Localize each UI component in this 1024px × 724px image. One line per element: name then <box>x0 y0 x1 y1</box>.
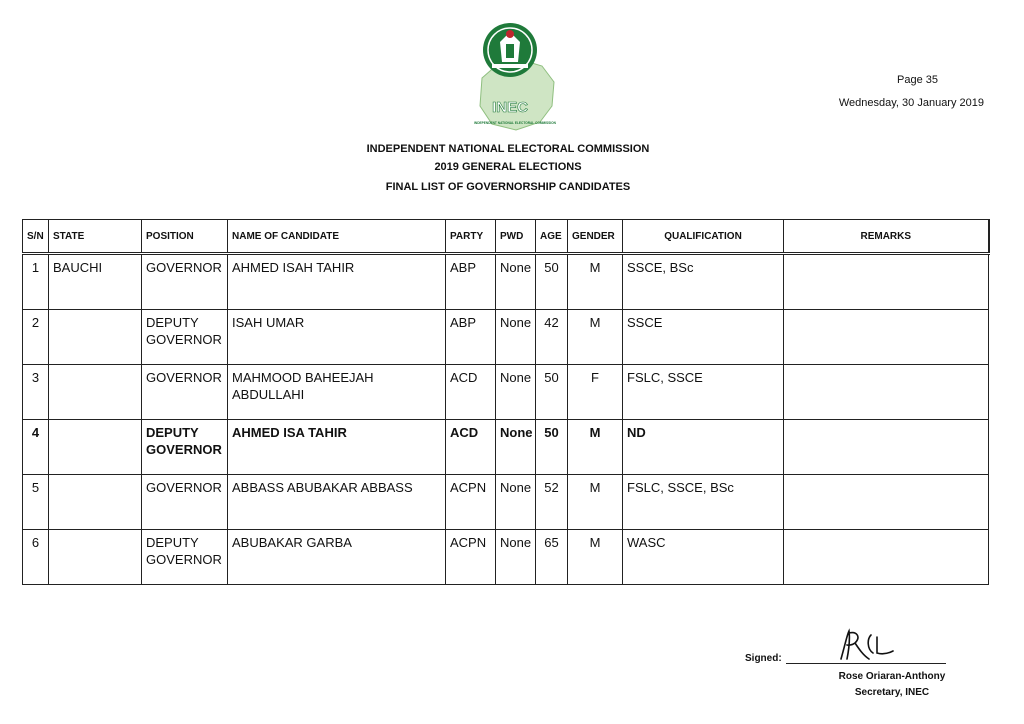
cell-name: ABBASS ABUBAKAR ABBASS <box>228 475 446 530</box>
cell-pwd: None <box>496 254 536 310</box>
candidates-table <box>22 219 990 585</box>
cell-qualification: FSLC, SSCE <box>623 365 784 420</box>
cell-position: DEPUTY GOVERNOR <box>142 310 228 365</box>
signed-label: Signed: <box>745 653 782 664</box>
cell-age: 50 <box>536 365 568 420</box>
cell-gender: M <box>568 310 623 365</box>
signer-title: Secretary, INEC <box>854 687 930 698</box>
cell-gender: M <box>568 530 623 585</box>
cell-position: GOVERNOR <box>142 475 228 530</box>
cell-pwd: None <box>496 530 536 585</box>
cell-remarks <box>784 310 989 365</box>
cell-position: DEPUTY GOVERNOR <box>142 530 228 585</box>
heading-list-title: FINAL LIST OF GOVERNORSHIP CANDIDATES <box>385 181 631 193</box>
cell-sn: 3 <box>23 365 49 420</box>
cell-remarks <box>784 420 989 475</box>
cell-state <box>49 420 142 475</box>
cell-position: GOVERNOR <box>142 365 228 420</box>
cell-age: 65 <box>536 530 568 585</box>
cell-state <box>49 475 142 530</box>
cell-sn: 5 <box>23 475 49 530</box>
cell-pwd: None <box>496 365 536 420</box>
cell-name: AHMED ISAH TAHIR <box>228 254 446 310</box>
cell-pwd: None <box>496 420 536 475</box>
inec-logo <box>470 20 560 140</box>
col-header-party: PARTY <box>446 220 496 254</box>
page-number: Page 35 <box>897 74 938 86</box>
cell-sn: 4 <box>23 420 49 475</box>
cell-qualification: WASC <box>623 530 784 585</box>
cell-qualification: SSCE <box>623 310 784 365</box>
cell-party: ACPN <box>446 475 496 530</box>
cell-state <box>49 365 142 420</box>
cell-age: 50 <box>536 254 568 310</box>
col-header-qualification: QUALIFICATION <box>623 220 784 254</box>
col-header-position: POSITION <box>142 220 228 254</box>
cell-age: 42 <box>536 310 568 365</box>
table-header-row <box>23 220 989 254</box>
table-row <box>23 310 989 365</box>
col-header-sn: S/N <box>23 220 49 254</box>
cell-party: ACPN <box>446 530 496 585</box>
heading-elections: 2019 GENERAL ELECTIONS <box>434 161 582 173</box>
cell-party: ABP <box>446 310 496 365</box>
cell-sn: 6 <box>23 530 49 585</box>
signature-line <box>786 663 946 664</box>
cell-qualification: FSLC, SSCE, BSc <box>623 475 784 530</box>
logo-subtext: INDEPENDENT NATIONAL ELECTORAL COMMISSION <box>474 121 556 125</box>
logo-text: INEC <box>492 99 528 116</box>
cell-gender: F <box>568 365 623 420</box>
cell-sn: 2 <box>23 310 49 365</box>
cell-state <box>49 310 142 365</box>
cell-gender: M <box>568 420 623 475</box>
cell-remarks <box>784 365 989 420</box>
cell-remarks <box>784 254 989 310</box>
cell-party: ACD <box>446 365 496 420</box>
page-date: Wednesday, 30 January 2019 <box>838 97 984 109</box>
cell-age: 50 <box>536 420 568 475</box>
cell-remarks <box>784 475 989 530</box>
cell-qualification: SSCE, BSc <box>623 254 784 310</box>
cell-party: ACD <box>446 420 496 475</box>
cell-sn: 1 <box>23 254 49 310</box>
table-row <box>23 420 989 475</box>
cell-pwd: None <box>496 475 536 530</box>
col-header-age: AGE <box>536 220 568 254</box>
cell-state <box>49 530 142 585</box>
cell-state: BAUCHI <box>49 254 142 310</box>
col-header-gender: GENDER <box>568 220 623 254</box>
cell-name: ABUBAKAR GARBA <box>228 530 446 585</box>
cell-age: 52 <box>536 475 568 530</box>
cell-gender: M <box>568 475 623 530</box>
col-header-state: STATE <box>49 220 142 254</box>
signer-name: Rose Oriaran-Anthony <box>838 671 946 682</box>
col-header-pwd: PWD <box>496 220 536 254</box>
cell-gender: M <box>568 254 623 310</box>
cell-name: MAHMOOD BAHEEJAH ABDULLAHI <box>228 365 446 420</box>
col-header-remarks: REMARKS <box>784 220 989 254</box>
cell-party: ABP <box>446 254 496 310</box>
cell-remarks <box>784 530 989 585</box>
heading-commission: INDEPENDENT NATIONAL ELECTORAL COMMISSION <box>366 143 650 155</box>
table-row <box>23 365 989 420</box>
table-row <box>23 254 989 310</box>
cell-name: ISAH UMAR <box>228 310 446 365</box>
cell-position: GOVERNOR <box>142 254 228 310</box>
cell-name: AHMED ISA TAHIR <box>228 420 446 475</box>
cell-pwd: None <box>496 310 536 365</box>
cell-position: DEPUTY GOVERNOR <box>142 420 228 475</box>
handwritten-signature <box>835 625 895 665</box>
table-row <box>23 530 989 585</box>
cell-qualification: ND <box>623 420 784 475</box>
col-header-name: NAME OF CANDIDATE <box>228 220 446 254</box>
table-row <box>23 475 989 530</box>
